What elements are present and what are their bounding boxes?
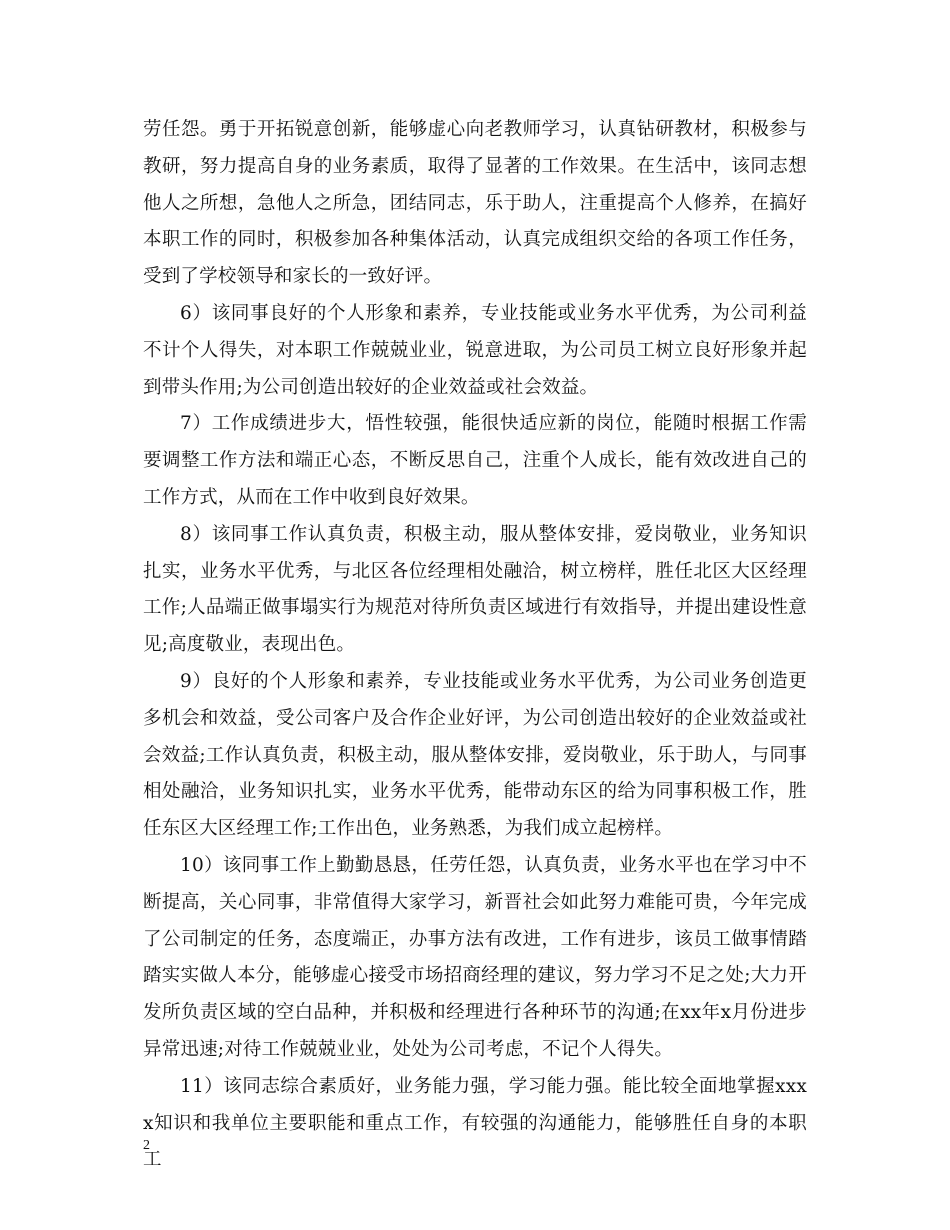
paragraph-item-10: 10）该同事工作上勤勤恳恳，任劳任怨，认真负责，业务水平也在学习中不断提高，关心同事，非常值得大家学习，新晋社会如此努力难能可贵，今年完成了公司制定的任务，态度端正，办事方法有改进，工作有进步，该员工做事情踏踏实实做人本分，能够虚心接受市场招商经理的建议，努力学习不足之处;大力开发所负责区域的空白品种，并积极和经理进行各种环节的沟通;在xx年x月份进步异常迅速;对待工作兢兢业业，处处为公司考虑，不记个人得失。 xyxy=(143,854,807,1060)
paragraph-continuation: 劳任怨。勇于开拓锐意创新，能够虚心向老教师学习，认真钻研教材，积极参与教研，努力提高自身的业务素质，取得了显著的工作效果。在生活中，该同志想他人之所想，急他人之所急，团结同志，乐于助人，注重提高个人修养，在搞好本职工作的同时，积极参加各种集体活动，认真完成组织交给的各项工作任务，受到了学校领导和家长的一致好评。 xyxy=(143,119,807,288)
paragraph-item-6: 6）该同事良好的个人形象和素养，专业技能或业务水平优秀，为公司利益不计个人得失，对本职工作兢兢业业，锐意进取，为公司员工树立良好形象并起到带头作用;为公司创造出较好的企业效益或社会效益。 xyxy=(143,302,807,398)
paragraph-item-7: 7）工作成绩进步大，悟性较强，能很快适应新的岗位，能随时根据工作需要调整工作方法和端正心态，不断反思自己，注重个人成长，能有效改进自己的工作方式，从而在工作中收到良好效果。 xyxy=(143,413,807,508)
paragraph-item-9: 9）良好的个人形象和素养，专业技能或业务水平优秀，为公司业务创造更多机会和效益，受公司客户及合作企业好评，为公司创造出较好的企业效益或社会效益;工作认真负责，积极主动，服从整体安排，爱岗敬业，乐于助人，与同事相处融洽，业务知识扎实，业务水平优秀，能带动东区的给为同事积极工作，胜任东区大区经理工作;工作出色，业务熟悉，为我们成立起榜样。 xyxy=(143,670,807,840)
page-number: 2 xyxy=(143,1138,150,1153)
paragraph-item-11: 11）该同志综合素质好，业务能力强，学习能力强。能比较全面地掌握xxxx知识和我单位主要职能和重点工作，有较强的沟通能力，能够胜任自身的本职工 xyxy=(143,1075,807,1171)
paragraph-item-8: 8）该同事工作认真负责，积极主动，服从整体安排，爱岗敬业，业务知识扎实，业务水平优秀，与北区各位经理相处融洽，树立榜样，胜任北区大区经理工作;人品端正做事塌实行为规范对待所负责区域进行有效指导，并提出建设性意见;高度敬业，表现出色。 xyxy=(143,523,807,656)
document-body xyxy=(143,112,807,1179)
